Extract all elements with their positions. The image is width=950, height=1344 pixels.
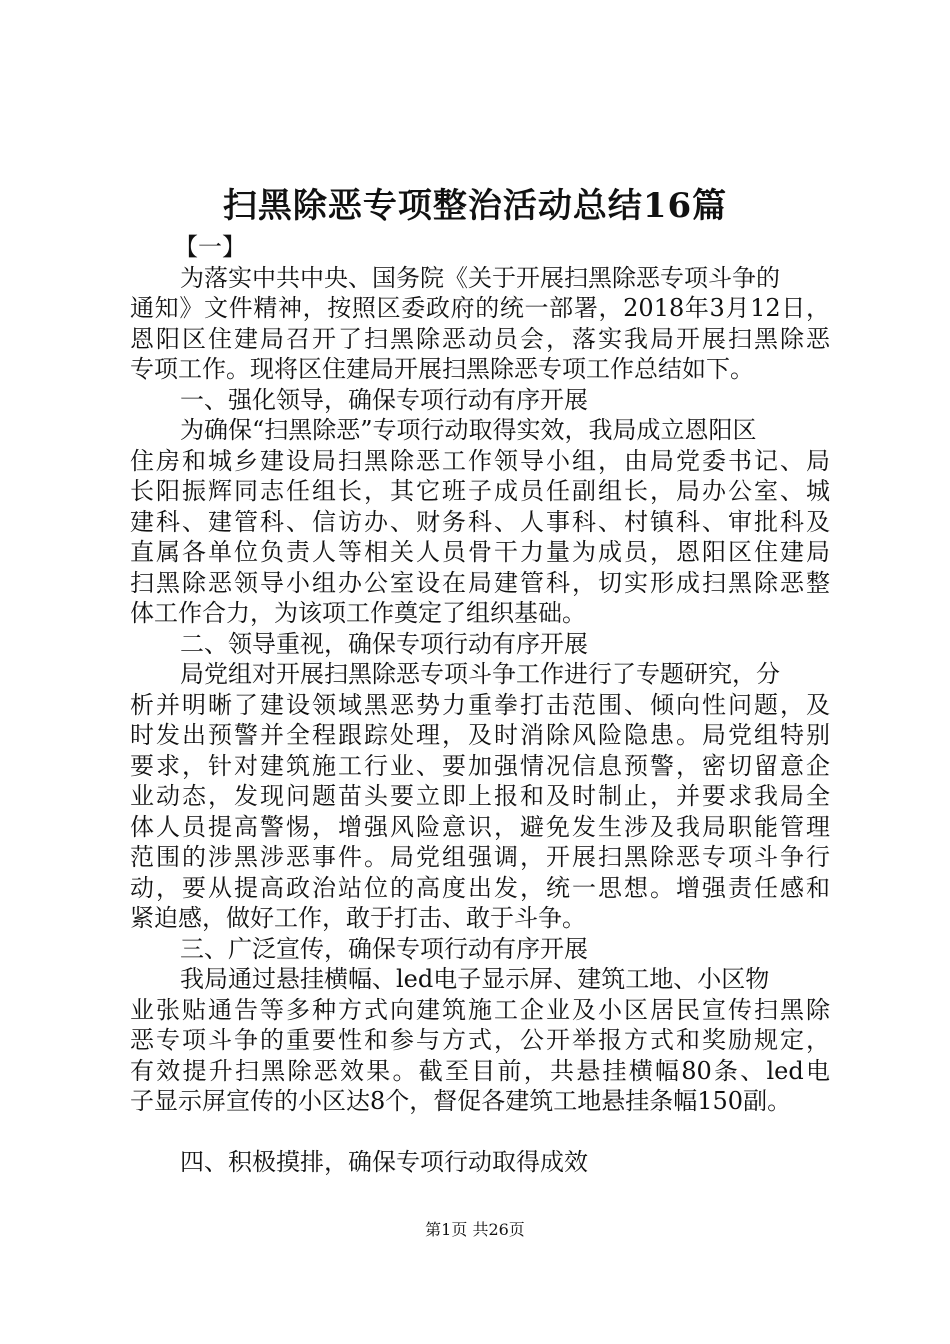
paragraph-line: 长阳振辉同志任组长，其它班子成员任副组长，局办公室、城 <box>130 477 830 505</box>
paragraph-line: 恩阳区住建局召开了扫黑除恶动员会，落实我局开展扫黑除恶 <box>130 324 830 353</box>
paragraph-line: 业动态，发现问题苗头要立即上报和及时制止，并要求我局全 <box>130 782 830 810</box>
paragraph-line: 建科、建管科、信访办、财务科、人事科、村镇科、审批科及 <box>130 507 830 536</box>
paragraph-line: 扫黑除恶领导小组办公室设在局建管科，切实形成扫黑除恶整 <box>130 568 830 597</box>
paragraph-line: 子显示屏宣传的小区达8个，督促各建筑工地悬挂条幅150副。 <box>130 1087 792 1115</box>
paragraph-line: 专项工作。现将区住建局开展扫黑除恶专项工作总结如下。 <box>130 355 754 383</box>
paragraph-line: 通知》文件精神，按照区委政府的统一部署，2018年3月12日， <box>130 294 830 322</box>
paragraph-line: 动，要从提高政治站位的高度出发，统一思想。增强责任感和 <box>130 873 830 902</box>
section-heading: 三、广泛宣传，确保专项行动有序开展 <box>180 934 588 963</box>
section-heading: 四、积极摸排，确保专项行动取得成效 <box>180 1148 588 1176</box>
paragraph-line: 局党组对开展扫黑除恶专项斗争工作进行了专题研究，分 <box>180 660 780 688</box>
paragraph-line: 直属各单位负责人等相关人员骨干力量为成员，恩阳区住建局 <box>130 538 830 566</box>
paragraph-line: 恶专项斗争的重要性和参与方式，公开举报方式和奖励规定， <box>130 1026 830 1054</box>
paragraph-line: 体人员提高警惕，增强风险意识，避免发生涉及我局职能管理 <box>130 812 830 841</box>
page-footer: 第1页 共26页 <box>425 1220 525 1239</box>
paragraph-line: 有效提升扫黑除恶效果。截至目前，共悬挂横幅80条、led电 <box>130 1056 830 1085</box>
paragraph-line: 要求，针对建筑施工行业、要加强情况信息预警，密切留意企 <box>130 751 830 780</box>
paragraph-line: 时发出预警并全程跟踪处理，及时消除风险隐患。局党组特别 <box>130 721 830 749</box>
paragraph-line: 析并明晰了建设领域黑恶势力重拳打击范围、倾向性问题，及 <box>130 690 830 719</box>
paragraph-line: 体工作合力，为该项工作奠定了组织基础。 <box>130 599 586 627</box>
paragraph-line: 范围的涉黑涉恶事件。局党组强调，开展扫黑除恶专项斗争行 <box>130 843 830 871</box>
paragraph-line: 为落实中共中央、国务院《关于开展扫黑除恶专项斗争的 <box>180 263 780 292</box>
paragraph-line: 紧迫感，做好工作，敢于打击、敢于斗争。 <box>130 904 586 932</box>
document-title: 扫黑除恶专项整治活动总结16篇 <box>222 186 728 226</box>
paragraph-line: 业张贴通告等多种方式向建筑施工企业及小区居民宣传扫黑除 <box>130 995 830 1024</box>
section-heading: 二、领导重视，确保专项行动有序开展 <box>180 629 588 658</box>
section-marker: 【一】 <box>174 233 246 261</box>
paragraph-line: 我局通过悬挂横幅、led电子显示屏、建筑工地、小区物 <box>180 965 770 993</box>
paragraph-line: 为确保“扫黑除恶”专项行动取得实效，我局成立恩阳区 <box>180 416 757 444</box>
document-body <box>130 232 830 1178</box>
paragraph-line: 住房和城乡建设局扫黑除恶工作领导小组，由局党委书记、局 <box>130 446 830 475</box>
section-heading: 一、强化领导，确保专项行动有序开展 <box>180 385 588 414</box>
paragraph-gap <box>130 1117 830 1148</box>
